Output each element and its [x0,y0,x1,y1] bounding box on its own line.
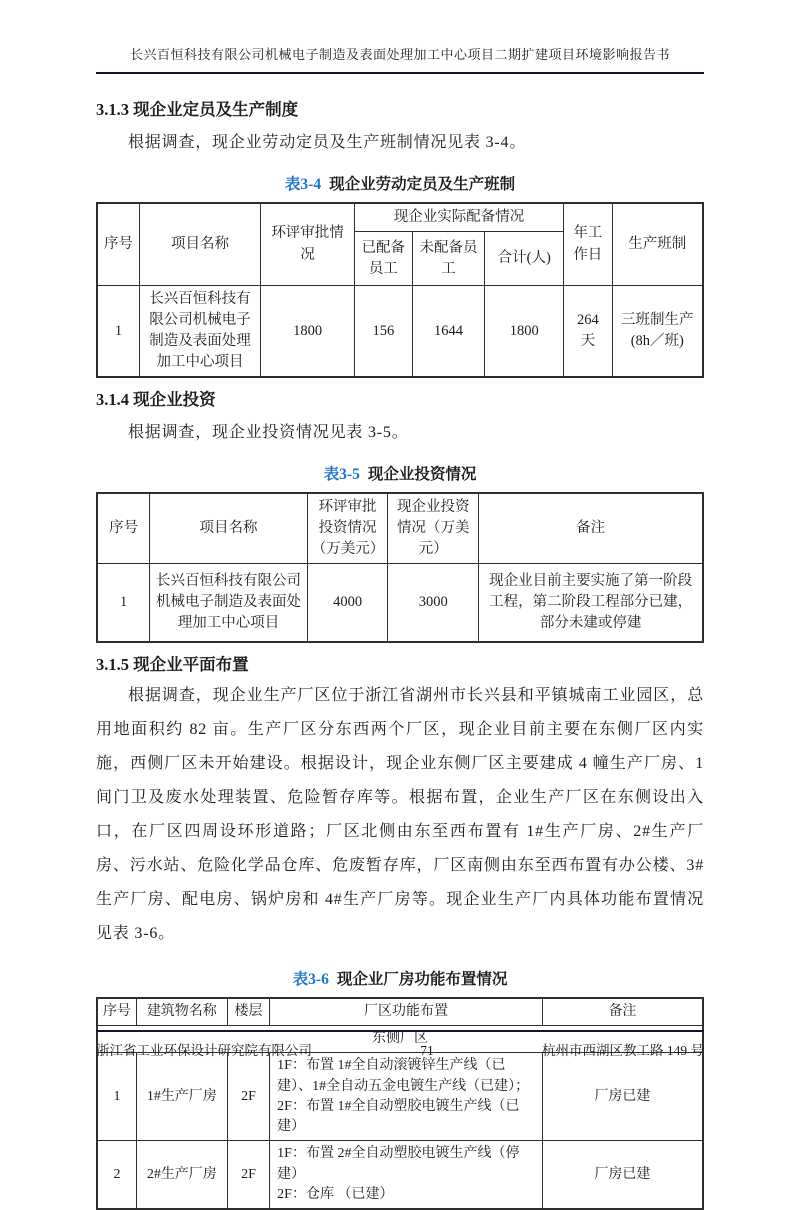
t35-cell-no: 1 [97,564,150,642]
t36-cell-function [270,1141,543,1209]
t34-cell-shift: 三班制生产(8h／班) [612,286,703,378]
page-header [96,0,704,74]
t34-cell-approval: 1800 [261,286,355,378]
t34-header-total: 合计(人) [485,232,564,286]
t36-cell-no: 2 [97,1141,136,1209]
table-3-4-caption-label: 表3-4 [284,176,322,193]
t35-header-note: 备注 [479,493,703,564]
t36-header-building: 建筑物名称 [136,998,227,1026]
t36-cell-no: 1 [97,1053,136,1141]
paragraph-3-1-3: 根据调查，现企业劳动定员及生产班制情况见表 3-4。 [128,134,527,151]
table-row [97,1053,703,1141]
t36-header-note: 备注 [542,998,703,1026]
header-rule [96,72,704,74]
t35-cell-note: 现企业目前主要实施了第一阶段工程，第二阶段工程部分已建，部分未建或停建 [479,564,703,642]
table-3-6-caption [96,967,704,989]
section-heading-3-1-3: 3.1.3 现企业定员及生产制度 [96,100,299,119]
t36-function-line-1: 1F：布置 2#全自动塑胶电镀生产线（停建） [277,1146,520,1182]
t34-header-actual-group: 现企业实际配备情况 [355,203,564,232]
t34-header-project: 项目名称 [139,203,260,286]
t36-header-function: 厂区功能布置 [270,998,543,1026]
t36-cell-function [270,1053,543,1141]
t36-cell-building: 2#生产厂房 [136,1141,227,1209]
t36-function-line-2: 2F：布置 1#全自动塑胶电镀生产线（已建） [277,1098,520,1135]
t36-cell-note: 厂房已建 [542,1141,703,1209]
t35-cell-approved-invest: 4000 [307,564,388,642]
table-3-6-caption-label: 表3-6 [292,970,329,988]
table-3-5-caption-label: 表3-5 [323,466,360,484]
t34-header-no: 序号 [97,203,139,286]
t34-cell-total: 1800 [485,286,564,378]
table-3-5-caption [96,462,704,484]
page-footer [96,1030,704,1059]
table-3-4-caption-text: 现企业劳动定员及生产班制 [329,176,516,193]
section-heading-3-1-5: 3.1.5 现企业平面布置 [96,654,249,674]
t35-header-project: 项目名称 [150,493,308,564]
t36-cell-floors: 2F [227,1141,269,1209]
t35-header-current-invest: 现企业投资情况（万美元） [388,493,479,564]
t34-header-workdays: 年工作日 [564,203,612,286]
header-title: 长兴百恒科技有限公司机械电子制造及表面处理加工中心项目二期扩建项目环境影响报告书 [129,47,670,62]
table-row [97,286,703,378]
t34-header-not-equipped: 未配备员工 [412,232,485,286]
t34-cell-project: 长兴百恒科技有限公司机械电子制造及表面处理加工中心项目 [139,286,260,378]
table-row [97,1141,703,1209]
t36-function-line-2: 2F：仓库 （已建） [277,1187,394,1202]
t36-cell-note: 厂房已建 [542,1053,703,1141]
t36-header-floors: 楼层 [227,998,269,1026]
t36-header-no: 序号 [97,998,136,1026]
footer-organization: 浙江省工业环保设计研究院有限公司 [96,1043,312,1058]
footer-address: 杭州市西湖区教工路 149 号 [542,1043,704,1058]
paragraph-3-1-4: 根据调查，现企业投资情况见表 3-5。 [128,424,409,442]
t35-cell-project: 长兴百恒科技有限公司机械电子制造及表面处理加工中心项目 [150,564,308,642]
t34-header-approval: 环评审批情况 [261,203,355,286]
t34-header-shift: 生产班制 [612,203,703,286]
table-3-6-building-functions [96,997,704,1210]
t35-header-approved-invest: 环评审批投资情况（万美元） [307,493,388,564]
table-3-4-caption [96,172,704,194]
t36-group-label: 东侧厂区 [97,1025,703,1052]
t34-cell-workdays: 264 天 [564,286,612,378]
table-3-5-caption-text: 现企业投资情况 [367,466,477,484]
table-3-6-caption-text: 现企业厂房功能布置情况 [336,970,508,988]
t36-function-line-1: 1F：布置 1#全自动滚镀锌生产线（已建）、1#全自动五金电镀生产线（已建）； [277,1058,530,1094]
t34-cell-equipped: 156 [355,286,413,378]
paragraph-3-1-5: 根据调查，现企业生产厂区位于浙江省湖州市长兴县和平镇城南工业园区，总用地面积约 82 亩。生产厂区分东西两个厂区，现企业目前主要在东侧厂区内实施，西侧厂区未开始建设。根据设计，现企业东侧厂区主要建成 4 幢生产厂房、1 间门卫及废水处理装置、危险暂存库等。根据布置，企业生产厂区在东侧设出入口，在厂区四周设环形道路；厂区北侧由东至西布置有 1#生产厂房、2#生产厂房、污水站、危险化学品仓库、危废暂存库，厂区南侧由东至西布置有办公楼、3#生产厂房、配电房、锅炉房和 4#生产厂房等。现企业生产厂内具体功能布置情况见表 3-6。 [96,686,704,942]
t34-cell-not-equipped: 1644 [412,286,485,378]
footer-page-number: 71 [420,1043,434,1058]
t36-cell-building: 1#生产厂房 [136,1053,227,1141]
t35-header-no: 序号 [97,493,150,564]
table-row [97,564,703,642]
t34-cell-no: 1 [97,286,139,378]
t35-cell-current-invest: 3000 [388,564,479,642]
section-heading-3-1-4: 3.1.4 现企业投资 [96,390,216,410]
t36-cell-floors: 2F [227,1053,269,1141]
t34-header-equipped: 已配备员工 [355,232,413,286]
table-3-4-labor-shift [96,202,704,378]
table-3-5-investment [96,492,704,643]
